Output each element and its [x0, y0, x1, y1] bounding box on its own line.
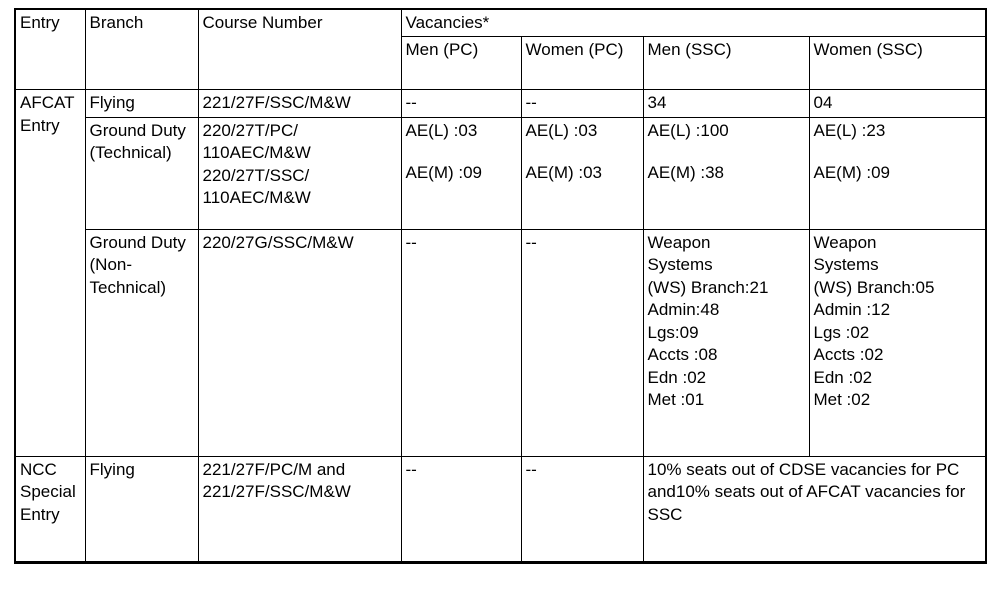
cell-course-number	[198, 456, 401, 562]
header-row-top	[15, 9, 986, 37]
table-row	[15, 456, 986, 562]
table-body	[15, 90, 986, 562]
column-header-branch: Branch	[85, 9, 198, 90]
course-number-line: 221/27F/SSC/M&W	[202, 482, 351, 502]
vacancy-line: AE(L) :03	[405, 120, 478, 140]
vacancy-line: Lgs:09	[647, 322, 699, 342]
cell-men-pc: --	[401, 456, 521, 562]
cell-course-number	[198, 117, 401, 229]
cell-men-ssc	[643, 229, 809, 456]
table-row	[15, 90, 986, 117]
vacancy-line: AE(L) :23	[813, 120, 886, 140]
column-header-women-ssc: Women (SSC)	[809, 37, 986, 90]
table-row	[15, 229, 986, 456]
vacancy-line: Systems	[647, 255, 713, 275]
vacancy-line: AE(M) :38	[647, 163, 725, 183]
course-number-line: 220/27T/PC/	[202, 120, 298, 140]
cell-men-ssc	[643, 117, 809, 229]
vacancy-line: Systems	[813, 255, 879, 275]
vacancy-line: Admin:48	[647, 300, 720, 320]
spacer	[406, 142, 518, 162]
vacancy-line: Accts :08	[647, 345, 718, 365]
vacancy-line: Weapon	[647, 232, 711, 252]
vacancy-line: Admin :12	[813, 300, 891, 320]
vacancy-line: AE(M) :03	[525, 163, 603, 183]
table-header	[15, 9, 986, 90]
vacancy-line: (WS) Branch:21	[647, 277, 769, 297]
vacancy-line: Met :01	[647, 389, 705, 409]
cell-women-pc: --	[521, 90, 643, 117]
cell-branch-flying: Flying	[85, 456, 198, 562]
cell-men-pc	[401, 117, 521, 229]
spacer	[526, 142, 640, 162]
cell-women-pc: --	[521, 229, 643, 456]
table-row	[15, 117, 986, 229]
vacancy-line: (WS) Branch:05	[813, 277, 935, 297]
vacancy-line: AE(L) :03	[525, 120, 598, 140]
vacancy-line: Met :02	[813, 389, 871, 409]
column-header-entry: Entry	[15, 9, 85, 90]
cell-course-number: 221/27F/SSC/M&W	[198, 90, 401, 117]
cell-entry-ncc-special: NCC Special Entry	[15, 456, 85, 562]
cell-women-pc: --	[521, 456, 643, 562]
column-header-men-pc: Men (PC)	[401, 37, 521, 90]
cell-women-ssc	[809, 229, 986, 456]
vacancy-table-container	[14, 8, 985, 564]
cell-branch-ground-duty-technical: Ground Duty (Technical)	[85, 117, 198, 229]
vacancy-line: Edn :02	[813, 367, 873, 387]
vacancy-line: Lgs :02	[813, 322, 870, 342]
vacancy-line: Edn :02	[647, 367, 707, 387]
cell-branch-ground-duty-non-technical: Ground Duty (Non-Technical)	[85, 229, 198, 456]
cell-women-ssc	[809, 117, 986, 229]
spacer	[814, 142, 983, 162]
cell-entry-afcat: AFCAT Entry	[15, 90, 85, 456]
column-header-women-pc: Women (PC)	[521, 37, 643, 90]
vacancy-line: Weapon	[813, 232, 877, 252]
cell-men-ssc: 34	[643, 90, 809, 117]
vacancy-line: AE(M) :09	[813, 163, 891, 183]
vacancy-line: Accts :02	[813, 345, 884, 365]
course-number-line: 110AEC/M&W	[202, 143, 311, 163]
cell-men-pc: --	[401, 90, 521, 117]
cell-women-ssc: 04	[809, 90, 986, 117]
cell-women-pc	[521, 117, 643, 229]
column-header-men-ssc: Men (SSC)	[643, 37, 809, 90]
cell-branch-flying: Flying	[85, 90, 198, 117]
vacancy-table	[14, 8, 987, 564]
course-number-line: 110AEC/M&W	[202, 188, 311, 208]
cell-ssc-merged-note: 10% seats out of CDSE vacancies for PC and10% seats out of AFCAT vacancies for SSC	[643, 456, 986, 562]
vacancy-line: AE(L) :100	[647, 120, 729, 140]
column-header-course-number: Course Number	[198, 9, 401, 90]
cell-men-pc: --	[401, 229, 521, 456]
course-number-line: 221/27F/PC/M and	[202, 459, 346, 479]
vacancy-line: AE(M) :09	[405, 163, 483, 183]
cell-course-number: 220/27G/SSC/M&W	[198, 229, 401, 456]
spacer	[648, 142, 806, 162]
column-header-vacancies-group: Vacancies*	[401, 9, 986, 37]
course-number-line: 220/27T/SSC/	[202, 165, 310, 185]
